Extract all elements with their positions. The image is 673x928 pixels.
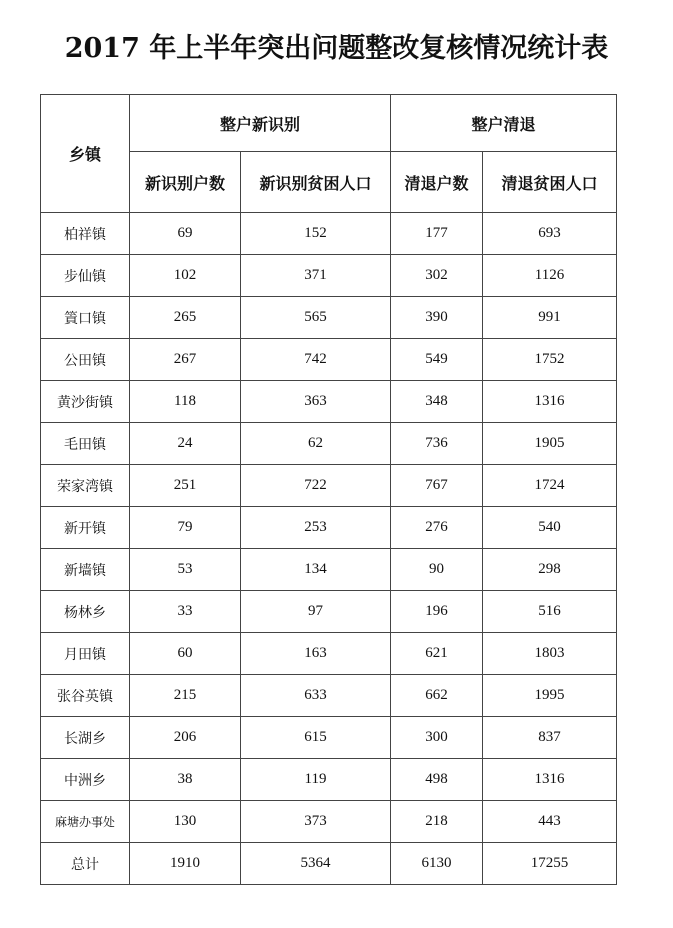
new-population-cell: 152: [241, 213, 391, 255]
exit-population-cell: 443: [483, 801, 617, 843]
town-cell: 新墙镇: [41, 549, 130, 591]
exit-population-cell: 1995: [483, 675, 617, 717]
new-households-cell: 53: [130, 549, 241, 591]
total-label-cell: 总计: [41, 843, 130, 885]
exit-households-cell: 621: [391, 633, 483, 675]
new-households-cell: 79: [130, 507, 241, 549]
total-row: [41, 843, 617, 885]
exit-population-cell: 1724: [483, 465, 617, 507]
header-new-households: 新识别户数: [130, 152, 241, 213]
town-cell: 中洲乡: [41, 759, 130, 801]
town-cell: 公田镇: [41, 339, 130, 381]
town-cell: 黄沙街镇: [41, 381, 130, 423]
town-cell: 毛田镇: [41, 423, 130, 465]
exit-households-cell: 390: [391, 297, 483, 339]
new-population-cell: 722: [241, 465, 391, 507]
exit-households-cell: 90: [391, 549, 483, 591]
page-title: 2017 年上半年突出问题整改复核情况统计表: [64, 33, 609, 64]
new-population-cell: 371: [241, 255, 391, 297]
exit-population-cell: 1905: [483, 423, 617, 465]
table-row: [41, 255, 617, 297]
new-population-cell: 134: [241, 549, 391, 591]
header-group-exit: 整户清退: [391, 95, 617, 152]
exit-households-cell: 348: [391, 381, 483, 423]
header-row-group: [41, 95, 617, 152]
new-population-cell: 373: [241, 801, 391, 843]
new-households-cell: 251: [130, 465, 241, 507]
statistics-table: [40, 94, 617, 885]
new-households-cell: 215: [130, 675, 241, 717]
new-population-cell: 119: [241, 759, 391, 801]
new-households-cell: 118: [130, 381, 241, 423]
exit-population-cell: 1803: [483, 633, 617, 675]
exit-households-cell: 300: [391, 717, 483, 759]
exit-households-cell: 736: [391, 423, 483, 465]
header-new-population: 新识别贫困人口: [241, 152, 391, 213]
new-population-cell: 363: [241, 381, 391, 423]
exit-households-cell: 662: [391, 675, 483, 717]
exit-population-cell: 540: [483, 507, 617, 549]
new-households-cell: 102: [130, 255, 241, 297]
exit-population-cell: 991: [483, 297, 617, 339]
new-households-cell: 38: [130, 759, 241, 801]
town-cell: 月田镇: [41, 633, 130, 675]
header-exit-population: 清退贫困人口: [483, 152, 617, 213]
new-population-cell: 62: [241, 423, 391, 465]
new-households-cell: 33: [130, 591, 241, 633]
exit-households-cell: 549: [391, 339, 483, 381]
exit-population-cell: 1752: [483, 339, 617, 381]
table-row: [41, 591, 617, 633]
town-cell: 麻塘办事处: [41, 801, 130, 843]
table-row: [41, 339, 617, 381]
exit-population-cell: 693: [483, 213, 617, 255]
town-cell: 荣家湾镇: [41, 465, 130, 507]
table-row: [41, 507, 617, 549]
new-population-cell: 633: [241, 675, 391, 717]
total-exit-households-cell: 6130: [391, 843, 483, 885]
town-cell: 长湖乡: [41, 717, 130, 759]
new-population-cell: 742: [241, 339, 391, 381]
table-row: [41, 549, 617, 591]
new-households-cell: 267: [130, 339, 241, 381]
exit-households-cell: 196: [391, 591, 483, 633]
new-households-cell: 69: [130, 213, 241, 255]
exit-population-cell: 1316: [483, 381, 617, 423]
exit-households-cell: 276: [391, 507, 483, 549]
table-row: [41, 759, 617, 801]
new-households-cell: 130: [130, 801, 241, 843]
new-households-cell: 60: [130, 633, 241, 675]
total-new-households-cell: 1910: [130, 843, 241, 885]
total-new-population-cell: 5364: [241, 843, 391, 885]
exit-population-cell: 1126: [483, 255, 617, 297]
total-exit-population-cell: 17255: [483, 843, 617, 885]
town-cell: 张谷英镇: [41, 675, 130, 717]
table-row: [41, 381, 617, 423]
exit-households-cell: 177: [391, 213, 483, 255]
table-row: [41, 717, 617, 759]
new-households-cell: 24: [130, 423, 241, 465]
new-households-cell: 206: [130, 717, 241, 759]
town-cell: 杨林乡: [41, 591, 130, 633]
exit-population-cell: 298: [483, 549, 617, 591]
table-row: [41, 297, 617, 339]
new-population-cell: 163: [241, 633, 391, 675]
exit-households-cell: 767: [391, 465, 483, 507]
exit-households-cell: 498: [391, 759, 483, 801]
header-exit-households: 清退户数: [391, 152, 483, 213]
table-row: [41, 465, 617, 507]
exit-households-cell: 302: [391, 255, 483, 297]
header-town: 乡镇: [41, 95, 130, 213]
town-cell: 篢口镇: [41, 297, 130, 339]
exit-population-cell: 1316: [483, 759, 617, 801]
table-row: [41, 633, 617, 675]
new-population-cell: 615: [241, 717, 391, 759]
exit-population-cell: 837: [483, 717, 617, 759]
table-body: [41, 213, 617, 885]
exit-population-cell: 516: [483, 591, 617, 633]
town-cell: 步仙镇: [41, 255, 130, 297]
table-row: [41, 213, 617, 255]
town-cell: 新开镇: [41, 507, 130, 549]
new-population-cell: 97: [241, 591, 391, 633]
new-population-cell: 565: [241, 297, 391, 339]
table-row: [41, 675, 617, 717]
header-group-new: 整户新识别: [130, 95, 391, 152]
new-households-cell: 265: [130, 297, 241, 339]
town-cell: 柏祥镇: [41, 213, 130, 255]
table-row: [41, 801, 617, 843]
exit-households-cell: 218: [391, 801, 483, 843]
table-row: [41, 423, 617, 465]
new-population-cell: 253: [241, 507, 391, 549]
